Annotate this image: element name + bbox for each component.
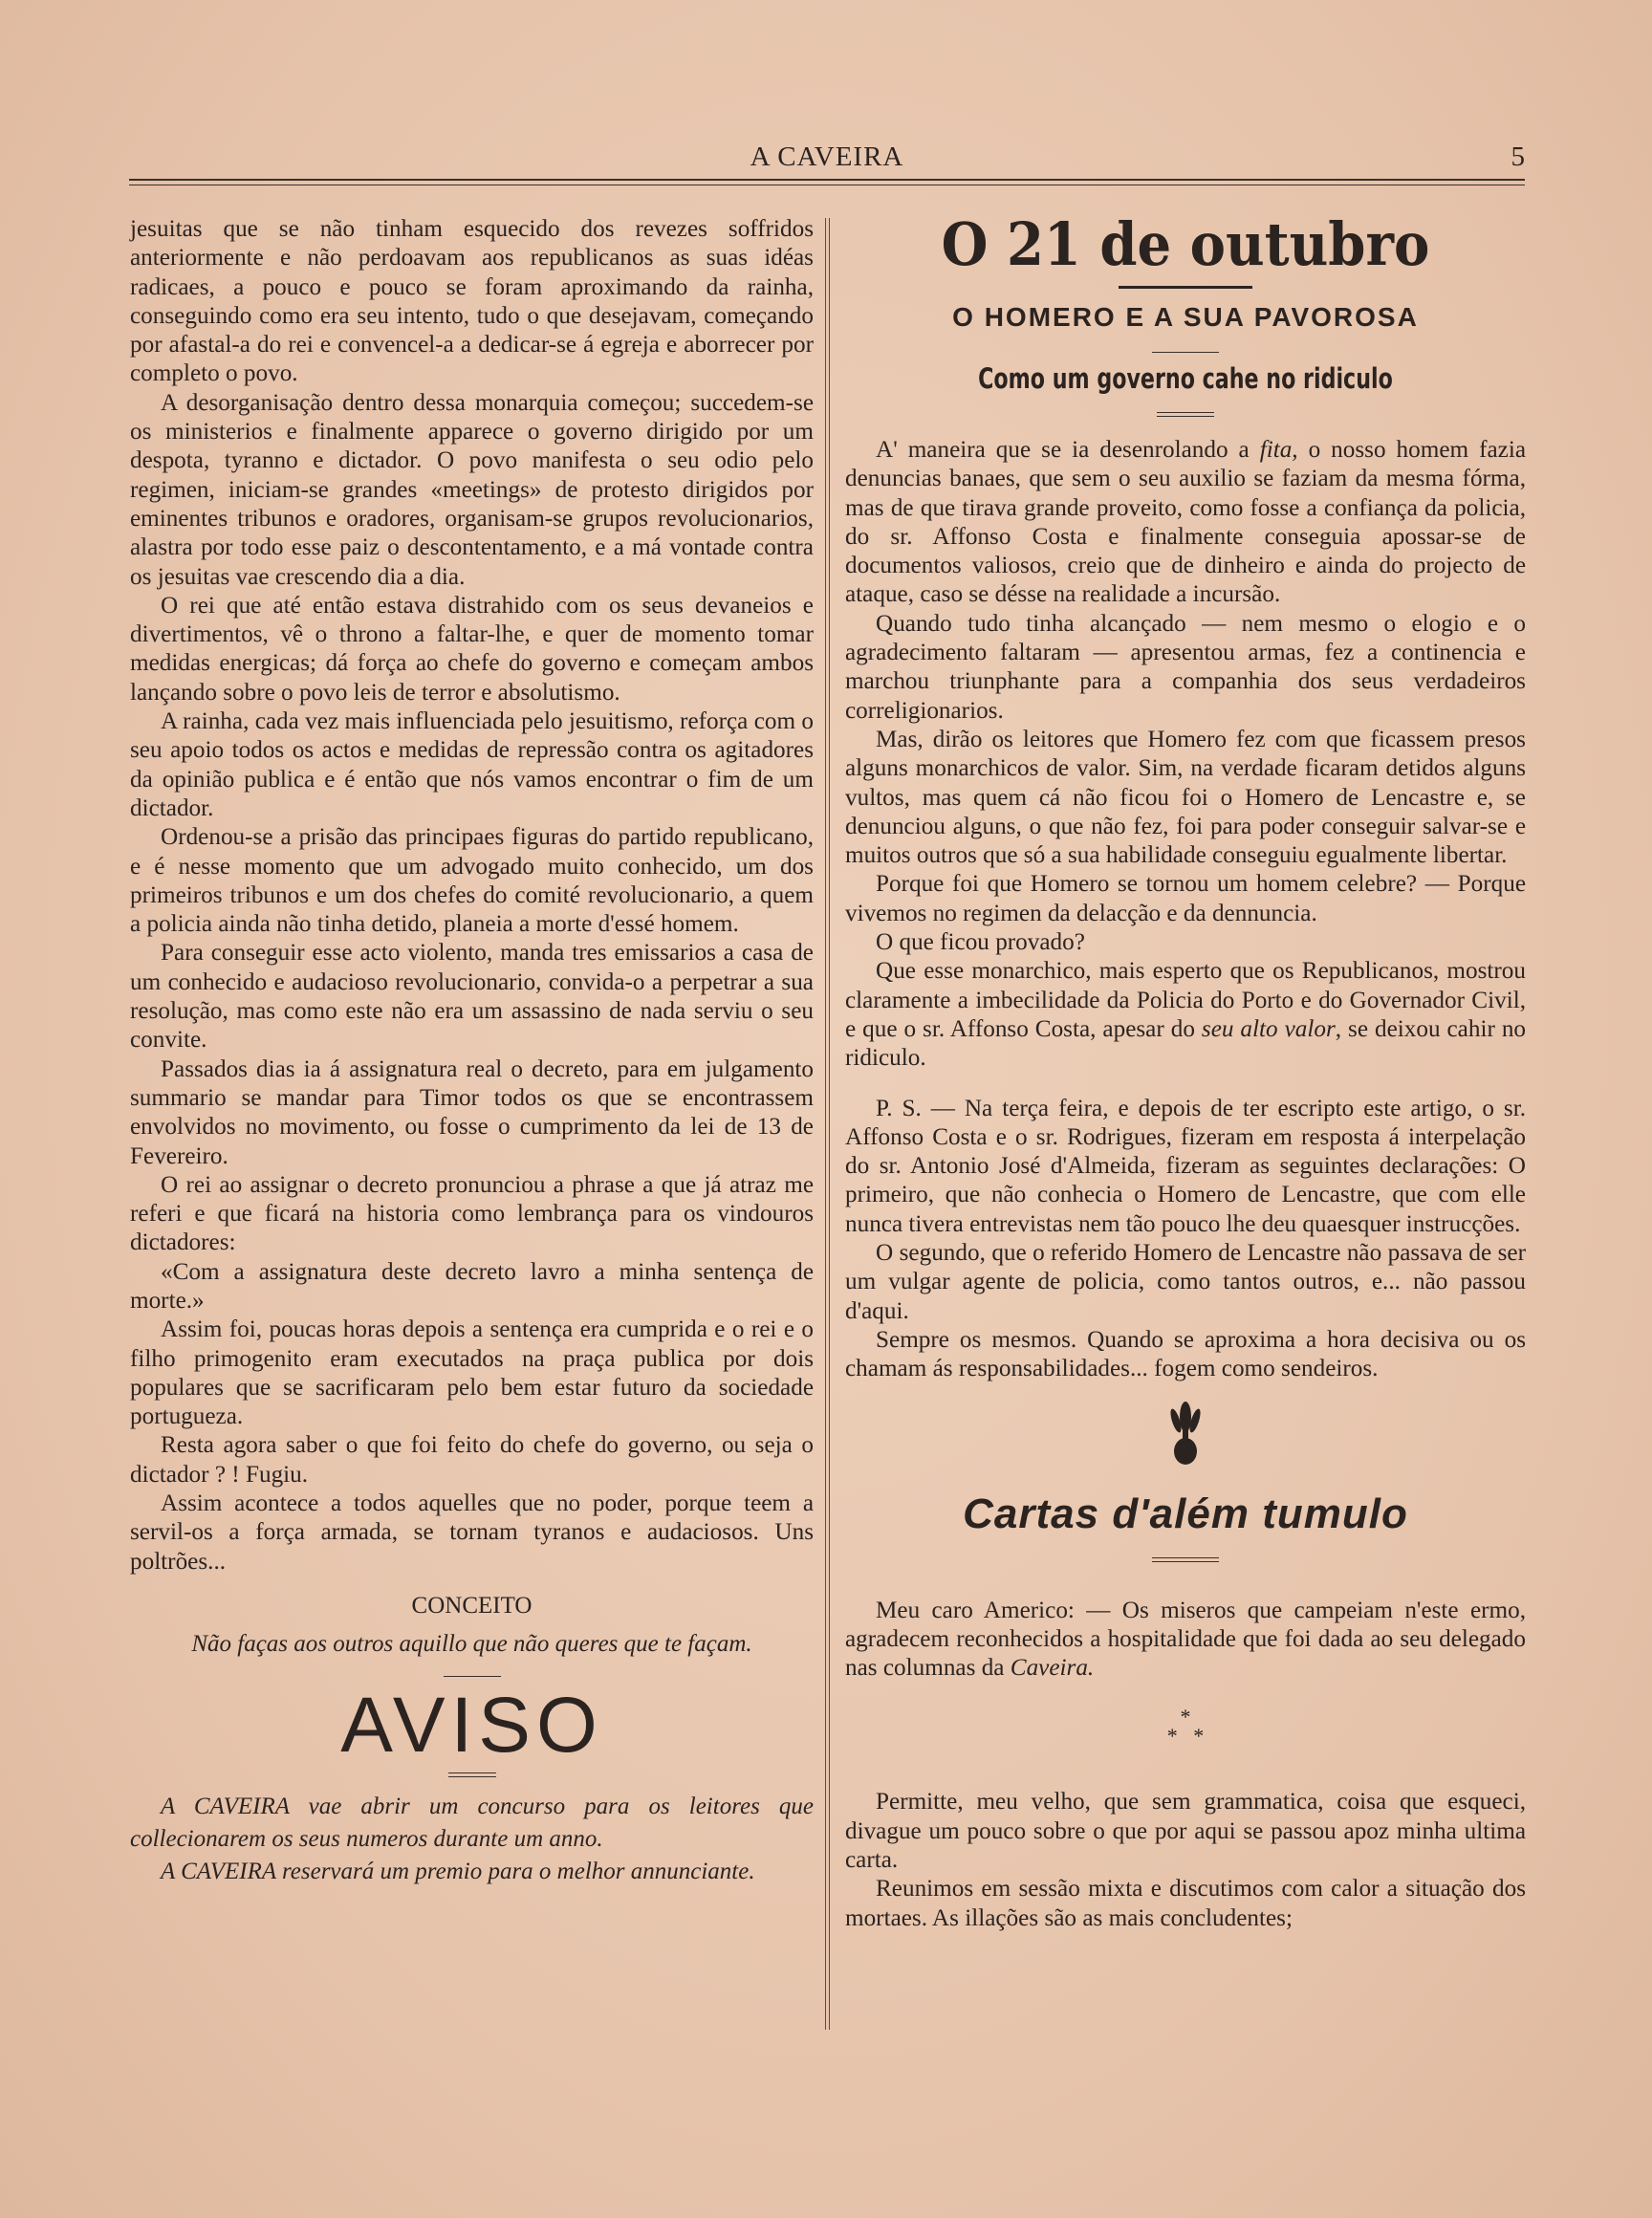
article-paragraph: Passados dias ia á assignatura real o decreto, para em julgamento summario se mandar para Timor todos os que se encontrassem envolvidos no movimento, ou fosse o cumprimento da lei de 13 de Fevereiro. <box>130 1055 814 1169</box>
header-rule <box>129 179 1525 181</box>
article-paragraph: Porque foi que Homero se tornou um homem celebre? — Porque vivemos no regimen da delacção e da dennuncia. <box>845 871 1526 926</box>
aviso-paragraph: A CAVEIRA reservará um premio para o melhor annunciante. <box>161 1858 755 1884</box>
italic-word: fita, <box>1259 437 1298 463</box>
text-run: , se deixou cahir no ridiculo. <box>845 1015 1527 1072</box>
left-column <box>130 215 814 1888</box>
aviso-paragraph: A CAVEIRA vae abrir um concurso para os leitores que collecionarem os seus numeros durante um anno. <box>130 1793 814 1852</box>
article-paragraph: Assim acontece a todos aquelles que no poder, porque teem a servil-os a força armada, se tornam tyranos e audaciosos. Uns poltrões... <box>130 1490 814 1575</box>
article-paragraph: O rei ao assignar o decreto pronunciou a phrase a que já atraz me referi e que ficará na historia como lembrança para os vindouros dictadores: <box>130 1171 814 1256</box>
column-divider <box>825 218 826 2030</box>
page-number: 5 <box>1511 141 1525 172</box>
text-run: A' maneira que se ia desenrolando a <box>876 437 1260 463</box>
article-paragraph: Para conseguir esse acto violento, manda tres emissarios a casa de um conhecido e audacioso revolucionario, convida-o a perpetrar a sua resolução, mas como este não era um assassino de nada serviu o seu convite. <box>130 940 814 1054</box>
article-paragraph: Resta agora saber o que foi feito do chefe do governo, ou seja o dictador ? ! Fugiu. <box>130 1432 814 1488</box>
text-run: Que esse monarchico, mais esperto que os Republicanos, mostrou claramente a imbecilidade da Policia do Porto e do Governador Civil, e que o sr. Affonso Costa, apesar do <box>845 958 1526 1042</box>
cartas-rule <box>1152 1557 1219 1562</box>
newspaper-title: A CAVEIRA <box>750 141 904 172</box>
article-paragraph: O que ficou provado? <box>876 929 1085 956</box>
wheat-ornament-icon <box>845 1398 1526 1481</box>
article-paragraph <box>845 957 1526 1073</box>
article-quote: «Com a assignatura deste decreto lavro a minha sentença de morte.» <box>130 1258 814 1314</box>
column-divider-2 <box>829 218 830 2030</box>
subtitle-rule <box>1152 352 1219 353</box>
postscript-paragraph: Sempre os mesmos. Quando se aproxima a hora decisiva ou os chamam ás responsabilidades... fogem como sendeiros. <box>845 1326 1526 1382</box>
article-paragraph: jesuitas que se não tinham esquecido dos revezes soffridos anteriormente e não perdoavam aos republicanos as suas idéas radicaes, a pouco e pouco se foram aproximando da rainha, conseguindo como era seu intento, tudo o que desejavam, começando por afastal-a do rei e convencel-a a dedicar-se á egreja e aborrecer por completo o povo. <box>130 216 814 387</box>
article-paragraph: Quando tudo tinha alcançado — nem mesmo o elogio e o agradecimento faltaram — apresentou armas, fez a continencia e marchou triunphante para a companhia dos seus verdadeiros correligionarios. <box>845 610 1526 724</box>
article-subtitle: O HOMERO E A SUA PAVOROSA <box>952 302 1419 332</box>
article-paragraph: A rainha, cada vez mais influenciada pelo jesuitismo, reforça com o seu apoio todos os actos e medidas de repressão contra os agitadores da opinião publica e é então que nós vamos encontrar o fim de um dictador. <box>130 708 814 821</box>
cartas-heading: Cartas d'além tumulo <box>963 1490 1408 1537</box>
italic-phrase: seu alto valor <box>1201 1015 1336 1042</box>
subtitle-rule-2 <box>1157 412 1214 417</box>
aviso-heading: AVISO <box>340 1681 603 1769</box>
conceito-heading: CONCEITO <box>411 1592 533 1619</box>
asterism-star: * <box>1166 1724 1178 1749</box>
article-paragraph: Ordenou-se a prisão das principaes figuras do partido republicano, e é nesse momento que um advogado muito conhecido, um dos primeiros tribunos e um dos chefes do comité revolucionario, a quem a policia ainda não tinha detido, planeia a morte d'essé homem. <box>130 824 814 938</box>
asterism-star: * <box>1180 1705 1191 1729</box>
article-headline: O 21 de outubro <box>941 209 1430 280</box>
letter-paragraph: Permitte, meu velho, que sem grammatica, coisa que esqueci, divague um pouco sobre o que por aqui se passou apoz minha ultima carta. <box>845 1789 1526 1873</box>
italic-word: Caveira. <box>1010 1655 1095 1682</box>
asterism-star: * <box>1193 1724 1205 1749</box>
section-rule <box>444 1676 501 1677</box>
text-run: Meu caro Americo: — Os miseros que campeiam n'este ermo, agradecem reconhecidos a hospitalidade que foi dada ao seu delegado nas columnas da <box>845 1597 1526 1682</box>
aviso-rule <box>448 1772 496 1777</box>
page-header <box>129 141 1525 180</box>
article-paragraph <box>845 436 1526 610</box>
postscript-paragraph: O segundo, que o referido Homero de Lencastre não passava de ser um vulgar agente de policia, como tantos outros, e... não passou d'aqui. <box>845 1240 1526 1324</box>
right-column <box>845 209 1527 1933</box>
letter-paragraph <box>845 1597 1526 1684</box>
postscript-paragraph: P. S. — Na terça feira, e depois de ter escripto este artigo, o sr. Affonso Costa e o sr. Rodrigues, fizeram em resposta á interpelação do sr. Antonio José d'Almeida, fizeram as seguintes declarações: O primeiro, que não conhecia o Homero de Lencastre, que com elle nunca tivera entrevistas nem tão pouco lhe deu quaesquer instrucções. <box>845 1095 1526 1237</box>
conceito-text: Não faças aos outros aquillo que não queres que te façam. <box>191 1630 752 1657</box>
article-paragraph: O rei que até então estava distrahido com os seus devaneios e divertimentos, vê o throno a faltar-lhe, e quer de momento tomar medidas energicas; dá força ao chefe do governo e começam ambos lançando sobre o povo leis de terror e absolutismo. <box>130 592 814 706</box>
article-paragraph: A desorganisação dentro dessa monarquia começou; succedem-se os ministerios e finalmente apparece o governo dirigido por um despota, tyranno e dictador. O povo manifesta o seu odio pelo regimen, iniciam-se grandes «meetings» de protesto dirigidos por eminentes tribunos e oradores, organisam-se grupos revolucionarios, alastra por todo esse paiz o descontentamento, e a má vontade contra os jesuitas vae crescendo dia a dia. <box>130 389 814 590</box>
article-paragraph: Mas, dirão os leitores que Homero fez com que ficassem presos alguns monarchicos de valor. Sim, na verdade ficaram detidos alguns vultos, mas quem cá não ficou foi o Homero de Lencastre e, se denunciou alguns, o que não fez, foi para poder conseguir salvar-se e muitos outros que só a sua habilidade conseguiu egualmente libertar. <box>845 726 1526 869</box>
asterism <box>845 1705 1526 1749</box>
article-subtitle-2: Como um governo cahe no ridiculo <box>978 362 1393 395</box>
headline-rule <box>1119 286 1252 289</box>
text-run: o nosso homem fazia denuncias banaes, que sem o seu auxilio se faziam da mesma fórma, mas de que tirava grande proveito, como fosse a confiança da policia, do sr. Affonso Costa e finalmente conseguia apossar-se de documentos valiosos, creio que de dinheiro e ainda do projecto de ataque, caso se désse na realidade a incursão. <box>845 437 1526 608</box>
article-paragraph: Assim foi, poucas horas depois a sentença era cumprida e o rei e o filho primogenito eram executados na praça publica por dois populares que se sacrificaram pelo bem estar futuro da sociedade portugueza. <box>130 1316 814 1430</box>
letter-paragraph: Reunimos em sessão mixta e discutimos com calor a situação dos mortaes. As illações são as mais concludentes; <box>845 1876 1526 1931</box>
